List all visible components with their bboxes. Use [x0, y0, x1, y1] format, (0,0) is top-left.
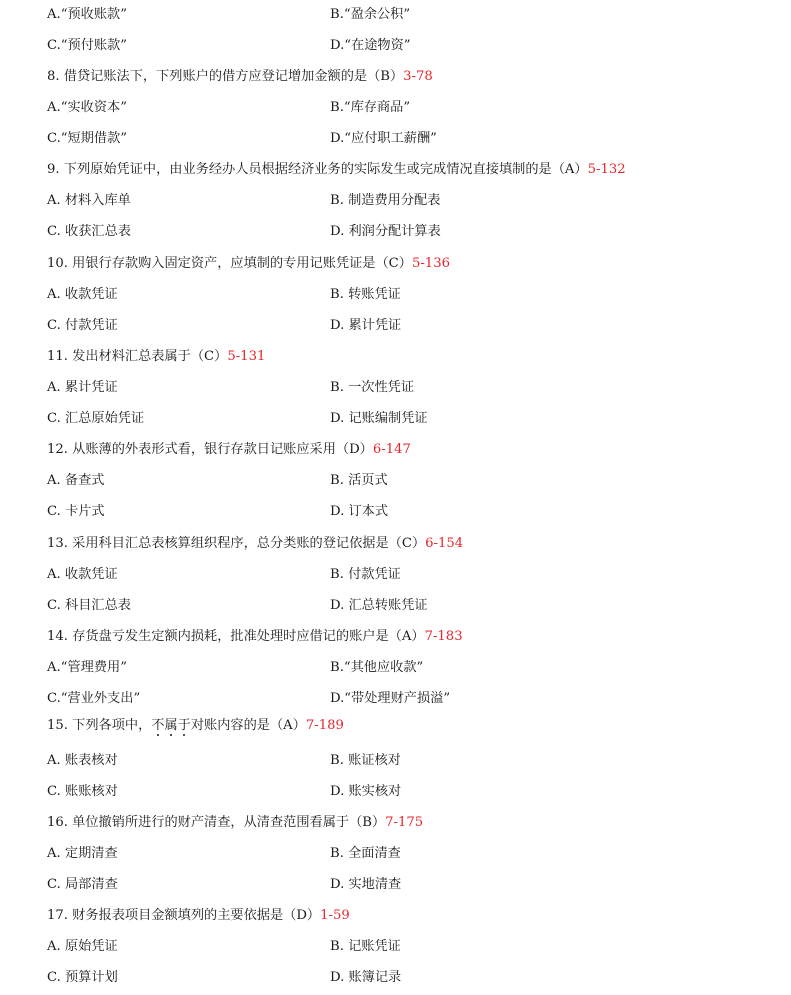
option-c: C. 科目汇总表 [47, 598, 131, 613]
question-stem: 9. 下列原始凭证中，由业务经办人员根据经济业务的实际发生或完成情况直接填制的是（A） [47, 162, 588, 177]
question-stem: 16. 单位撤销所进行的财产清查，从清查范围看属于（B） [47, 815, 386, 830]
page-reference: 1-59 [320, 908, 350, 923]
option-a: A. 收款凭证 [47, 567, 118, 582]
option-a: A. 账表核对 [47, 753, 118, 768]
option-d: D. 账实核对 [330, 784, 402, 799]
option-d: D.“应付职工薪酬” [330, 131, 437, 146]
option-c: C. 账账核对 [47, 784, 118, 799]
page-reference: 7-175 [385, 815, 424, 830]
option-c: C. 预算计划 [47, 970, 118, 985]
question-16 [47, 812, 423, 834]
option-b: B.“库存商品” [330, 100, 411, 115]
page-reference: 6-154 [425, 536, 464, 551]
option-c: C. 收获汇总表 [47, 224, 131, 239]
question-11 [47, 346, 265, 368]
option-d: D. 订本式 [330, 504, 389, 519]
question-stem: 15. 下列各项中，不属于对账内容的是（A） [47, 718, 306, 733]
option-d: D. 利润分配计算表 [330, 224, 441, 239]
question-12 [47, 439, 411, 461]
question-stem: 17. 财务报表项目金额填列的主要依据是（D） [47, 908, 321, 923]
option-c: C.“短期借款” [47, 131, 128, 146]
option-c: C. 局部清查 [47, 877, 118, 892]
option-b: B.“盈余公积” [330, 7, 411, 22]
question-stem: 12. 从账薄的外表形式看，银行存款日记账应采用（D） [47, 442, 373, 457]
option-d: D. 实地清查 [330, 877, 402, 892]
question-14 [47, 626, 463, 648]
option-b: B. 付款凭证 [330, 567, 401, 582]
option-d: D. 账簿记录 [330, 970, 402, 985]
option-d: D. 汇总转账凭证 [330, 598, 428, 613]
question-10 [47, 253, 450, 275]
option-c: C.“营业外支出” [47, 691, 141, 706]
option-c: C. 付款凭证 [47, 318, 118, 333]
option-a: A. 累计凭证 [47, 380, 118, 395]
page-reference: 5-131 [227, 349, 266, 364]
question-15 [47, 715, 344, 737]
option-a: A.“管理费用” [47, 660, 127, 675]
question-8 [47, 66, 433, 88]
question-stem: 13. 采用科目汇总表核算组织程序，总分类账的登记依据是（C） [47, 536, 426, 551]
option-a: A. 定期清查 [47, 846, 118, 861]
emphasis-char: 不 [151, 718, 165, 733]
option-a: A. 原始凭证 [47, 939, 118, 954]
option-b: B. 账证核对 [330, 753, 401, 768]
option-b: B. 制造费用分配表 [330, 193, 441, 208]
option-d: D. 累计凭证 [330, 318, 402, 333]
page-reference: 6-147 [372, 442, 411, 457]
option-c: C.“预付账款” [47, 38, 128, 53]
question-stem: 8. 借贷记账法下，下列账户的借方应登记增加金额的是（B） [47, 69, 404, 84]
question-stem: 14. 存货盘亏发生定额内损耗，批准处理时应借记的账户是（A） [47, 629, 425, 644]
emphasis-char: 于 [177, 718, 191, 733]
question-13 [47, 533, 463, 555]
question-17 [47, 905, 350, 927]
option-b: B.“其他应收款” [330, 660, 424, 675]
page-reference: 7-183 [424, 629, 463, 644]
question-stem: 11. 发出材料汇总表属于（C） [47, 349, 228, 364]
emphasis-char: 属 [164, 718, 178, 733]
option-a: A.“预收账款” [47, 7, 127, 22]
question-9 [47, 159, 626, 181]
page-reference: 3-78 [403, 69, 433, 84]
option-c: C. 汇总原始凭证 [47, 411, 145, 426]
option-d: D.“带处理财产损溢” [330, 691, 451, 706]
option-a: A. 备查式 [47, 473, 105, 488]
question-stem: 10. 用银行存款购入固定资产，应填制的专用记账凭证是（C） [47, 256, 412, 271]
option-b: B. 活页式 [330, 473, 388, 488]
option-b: B. 全面清查 [330, 846, 401, 861]
option-d: D.“在途物资” [330, 38, 411, 53]
option-a: A. 收款凭证 [47, 287, 118, 302]
page-reference: 5-132 [587, 162, 626, 177]
option-b: B. 记账凭证 [330, 939, 401, 954]
option-c: C. 卡片式 [47, 504, 105, 519]
page-reference: 5-136 [411, 256, 450, 271]
option-b: B. 转账凭证 [330, 287, 401, 302]
option-d: D. 记账编制凭证 [330, 411, 428, 426]
page-reference: 7-189 [305, 718, 344, 733]
option-a: A.“实收资本” [47, 100, 127, 115]
option-b: B. 一次性凭证 [330, 380, 415, 395]
option-a: A. 材料入库单 [47, 193, 131, 208]
